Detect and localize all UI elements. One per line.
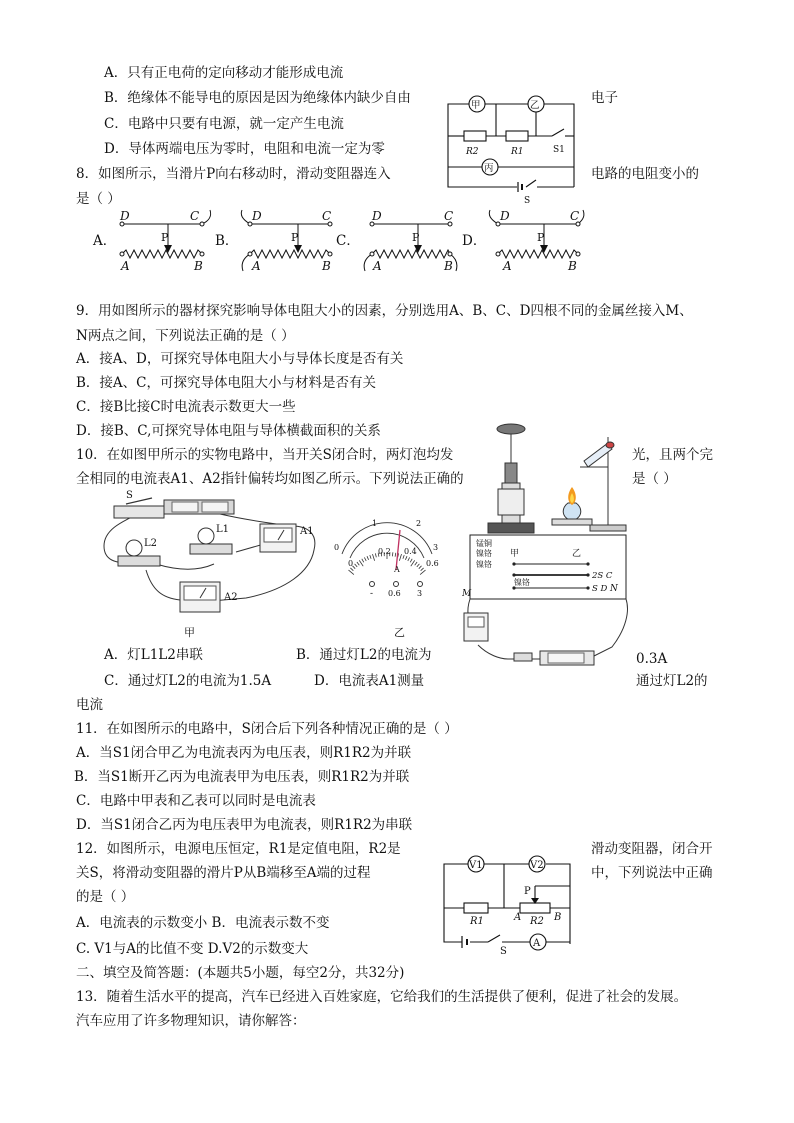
q8c-label-b: B [444,259,453,273]
dial-tick [415,562,417,565]
q10-physical-circuit-jia [96,490,326,642]
q7-option-a: A．只有正电荷的定向移动才能形成电流 [104,65,344,81]
q11-option-c: C．电路中甲表和乙表可以同时是电流表 [76,793,316,809]
q12-label-b-end: B [554,912,562,923]
q7-meter-yi: 乙 [530,100,540,111]
q10-yi-tick-0.6-inner: 0.6 [426,559,439,568]
q8c-label-p: P [412,231,420,244]
q9-board-row1: 锰铜 [476,539,492,548]
q9-board-jia: 甲 [510,549,520,559]
q9-label-m: M [462,589,472,599]
q12-meter-v2: V2 [530,860,544,871]
q12-meter-ammeter: A [533,938,541,949]
q10-yi-tick-1: 1 [372,519,378,528]
q10-ammeter-dial-yi [334,514,440,638]
q8a-label-d: D [120,209,130,223]
q10-option-d-tail: 通过灯L2的 [636,673,708,689]
q10-jia-caption: 甲 [184,626,195,639]
q11-option-b: B．当S1断开乙丙为电流表甲为电压表，则R1R2为并联 [74,769,410,785]
q12-stem-line2-tail: 中，下列说法中正确 [591,865,713,881]
q7-label-r1: R1 [511,147,524,157]
q8c-label-a: A [373,259,382,273]
q9-board-tag-2sc: 2S C [592,571,613,581]
q8a-label-b: B [194,259,203,273]
q7-meter-bing: 丙 [484,163,494,174]
q8-option-d-label: D． [462,233,487,249]
dial-tick [364,557,366,561]
q9-option-d: D．接B、C,可探究导体电阻与导体横截面积的关系 [76,423,381,439]
q10-yi-tick-3-right: 3 [433,543,439,552]
q12-stem-line2: 关S，将滑动变阻器的滑片P从B端移至A端的过程 [76,865,371,881]
q13-line2: 汽车应用了许多物理知识，请你解答： [76,1013,306,1029]
q12-options-ab: A．电流表的示数变小 B．电流表示数不变 [76,915,330,931]
q7-label-r2: R2 [466,147,479,157]
q7-option-c: C．电路中只要有电源，就一定产生电流 [104,116,344,132]
q8c-label-d: D [372,209,382,223]
dial-tick [421,568,424,571]
q8d-label-p: P [537,231,545,244]
q10-yi-tick-2: 2 [416,519,422,528]
q8-stem-line1-tail: 电路的电阻变小的 [591,166,699,182]
q12-meter-v1: V1 [469,860,483,871]
q10-yi-terminal-3: 3 [417,589,423,598]
dial-tick [399,554,401,561]
q9-stem-line2: N两点之间，下列说法正确的是（ ） [76,328,295,344]
q10-jia-label-a1: A1 [300,526,314,537]
q12-label-s: S [500,946,507,957]
q11-stem: 11．在如图所示的电路中，S闭合后下列各种情况正确的是（ ） [76,721,458,737]
q7-meter-jia: 甲 [471,100,481,111]
q8-stem-line1: 8．如图所示，当滑片P向右移动时，滑动变阻器连入 [76,166,391,182]
q9-label-n: N [610,584,618,594]
dial-tick [359,560,363,566]
q12-label-r2: R2 [530,916,544,927]
q11-option-a: A．当S1闭合甲乙为电流表丙为电压表，则R1R2为并联 [76,745,412,761]
q7-label-s: S [524,196,531,206]
dial-tick [375,553,376,557]
q10-yi-tick-0-left: 0 [334,543,340,552]
q12-stem-line3: 的是（ ） [76,889,135,905]
q9-option-a: A．接A、D，可探究导体电阻大小与导体长度是否有关 [76,351,404,367]
q10-jia-label-l1: L1 [216,524,230,535]
q10-option-c: C．通过灯L2的电流为1.5A [104,673,272,689]
q9-board-yi: 乙 [572,549,582,559]
q9-option-c: C．接B比接C时电流表示数更大一些 [76,399,296,415]
q8c-label-c: C [444,209,454,223]
q10-stem-line2: 全相同的电流表A1、A2指针偏转均如图乙所示。下列说法正确的 [76,471,464,487]
dial-tick [373,554,375,561]
q8a-label-c: C [190,209,200,223]
q8-rheostat-b [238,207,338,273]
q10-jia-label-l2: L2 [144,538,158,549]
dial-tick [417,564,420,567]
dial-tick [419,566,422,569]
dial-tick [392,552,393,556]
q7-option-b-tail: 电子 [591,90,618,106]
q8a-label-a: A [121,259,130,273]
q12-circuit-diagram [438,846,578,958]
q10-yi-tick-0-inner: 0 [348,559,354,568]
q7-circuit-diagram [440,94,585,206]
q10-option-b: B．通过灯L2的电流为 [296,647,432,663]
q8-option-a-label: A． [93,233,117,249]
q9-apparatus-figure [462,415,634,667]
q8-rheostat-c [360,207,460,273]
q10-yi-unit-a: A [394,565,400,574]
dial-tick [355,564,358,567]
dial-tick [405,556,407,560]
q8d-label-a: A [503,259,512,273]
q10-yi-terminal-minus: - [370,589,374,599]
q8-option-c-label: C． [336,233,360,249]
q10-stem-line1: 10．在如图甲所示的实物电路中，当开关S闭合时，两灯泡均发 [76,447,454,463]
q12-label-a-end: A [514,912,522,923]
q11-option-d: D．当S1闭合乙丙为电压表甲为电流表，则R1R2为串联 [76,817,413,833]
q8d-label-c: C [570,209,580,223]
q8b-label-b: B [322,259,331,273]
q12-stem-line1-tail: 滑动变阻器，闭合开 [591,841,713,857]
q9-board-row2: 镍铬 [476,549,492,558]
q9-board-row4: 镍铬 [514,578,530,587]
q12-stem-line1: 12．如图所示，电源电压恒定，R1是定值电阻，R2是 [76,841,401,857]
dial-tick [357,562,359,565]
dial-tick [367,556,369,560]
dial-tick [370,555,371,559]
q8-option-b-label: B． [215,233,239,249]
dial-tick [410,559,412,563]
dial-tick [408,557,410,561]
q10-option-b-tail: 0.3A [636,651,668,667]
q10-jia-label-s: S [126,490,133,501]
q9-option-b: B．接A、C，可探究导体电阻大小与材料是否有关 [76,375,376,391]
q13-line1: 13．随着生活水平的提高，汽车已经进入百姓家庭，它给我们的生活提供了便利，促进了社会的发展。 [76,989,688,1005]
q8b-label-d: D [252,209,262,223]
q10-yi-tick-0.2: 0.2 [378,547,391,556]
q7-label-s1: S1 [553,145,565,155]
q8b-label-p: P [291,231,299,244]
q8b-label-c: C [322,209,332,223]
q10-stem-line2-tail: 是（ ） [632,471,677,487]
q8d-label-d: D [500,209,510,223]
q7-option-b: B．绝缘体不能导电的原因是因为绝缘体内缺少自由 [104,90,411,106]
q12-label-r1: R1 [470,916,484,927]
q7-option-d: D．导体两端电压为零时，电阻和电流一定为零 [104,141,385,157]
q8d-label-b: B [568,259,577,273]
q8-stem-line2: 是（ ） [76,191,121,207]
q10-option-d-cont: 电流 [76,697,103,713]
q10-stem-line1-tail: 光，且两个完 [632,447,713,463]
q10-yi-terminal-0.6: 0.6 [388,589,401,598]
q12-label-p: P [524,886,531,897]
q8-rheostat-d [484,207,586,273]
section-2-heading: 二、填空及简答题：(本题共5小题，每空2分，共32分) [76,965,405,981]
dial-tick [350,568,353,571]
q8-rheostat-a [114,207,214,273]
q9-board-row3: 镍铬 [476,560,492,569]
dial-tick [395,553,396,557]
dial-tick [362,559,364,563]
q10-option-d: D．电流表A1测量 [314,673,425,689]
q10-option-a: A．灯L1L2串联 [104,647,203,663]
q10-jia-label-a2: A2 [224,592,238,603]
q10-yi-tick-0.4: 0.4 [404,547,417,556]
q10-yi-caption: 乙 [394,626,405,638]
q9-stem-line1: 9．用如图所示的器材探究影响导体电阻大小的因素，分别选用A、B、C、D四根不同的金属丝接入M、 [76,303,693,319]
q9-board-tag-sd: S D [592,584,608,594]
q8b-label-a: A [252,259,261,273]
q8a-label-p: P [161,231,169,244]
dial-tick [411,560,415,566]
q12-options-cd: C. V1与A的比值不变 D.V2的示数变大 [76,941,309,957]
